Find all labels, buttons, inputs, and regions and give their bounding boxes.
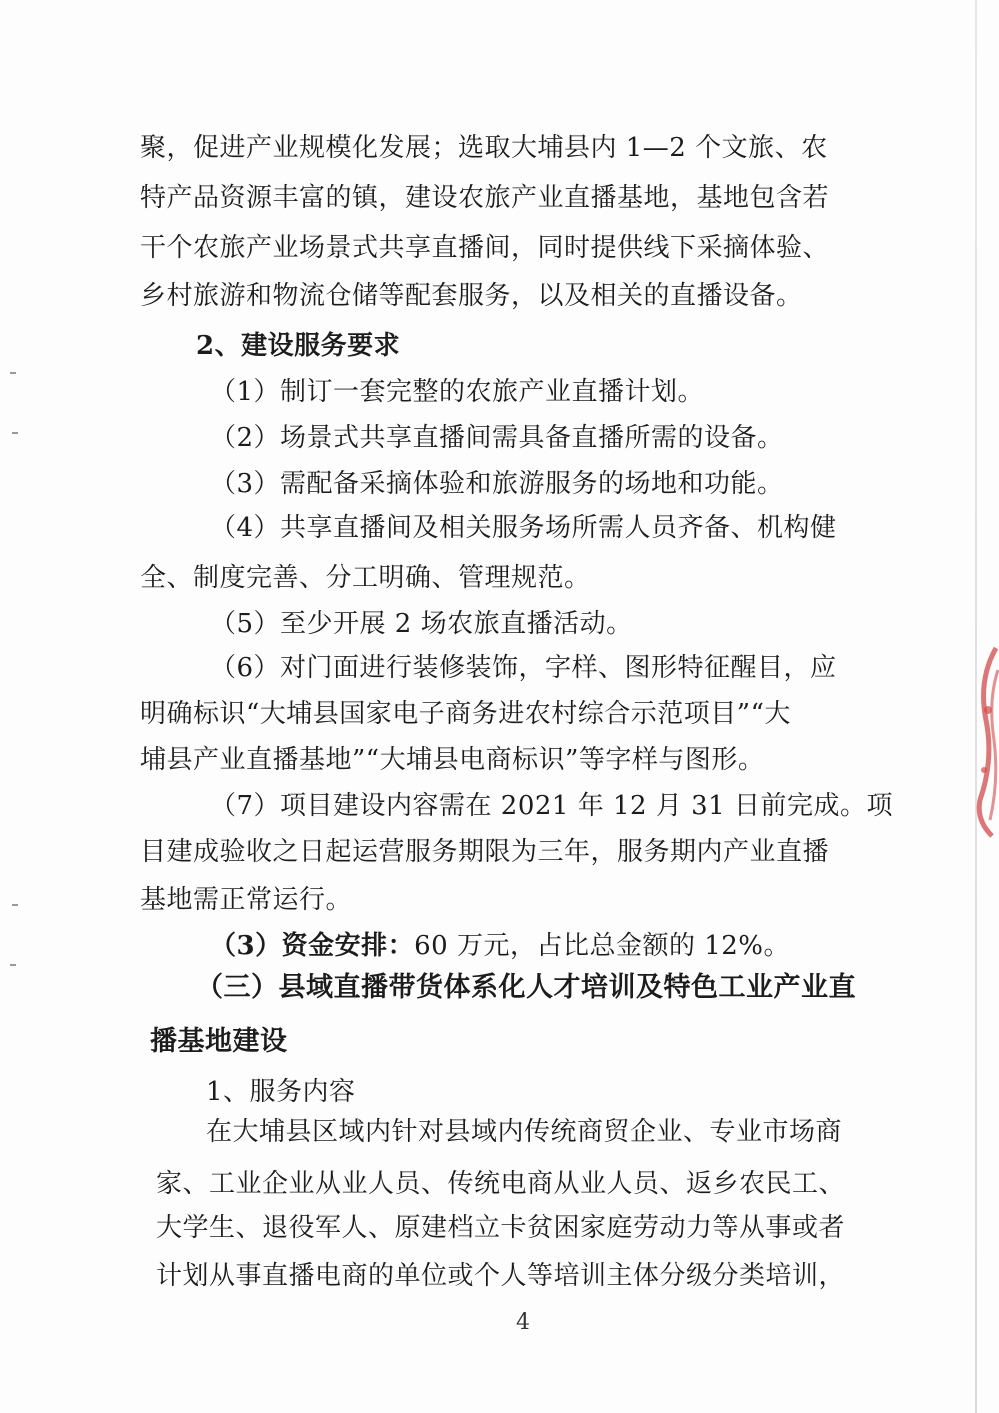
section-heading: 2、建设服务要求: [196, 331, 401, 361]
service-heading: 1、服务内容: [206, 1077, 356, 1107]
page-number: 4: [516, 1310, 530, 1335]
requirement-item: （6）对门面进行装修装饰，字样、图形特征醒目，应: [210, 653, 837, 683]
requirement-item: （2）场景式共享直播间需具备直播所需的设备。: [210, 423, 784, 453]
margin-mark: [12, 904, 18, 906]
margin-mark: [10, 964, 16, 966]
paragraph-line: 特产品资源丰富的镇，建设农旅产业直播基地，基地包含若: [140, 183, 830, 213]
requirement-item: 全、制度完善、分工明确、管理规范。: [140, 563, 591, 593]
service-line: 家、工业企业从业人员、传统电商从业人员、返乡农民工、: [156, 1169, 846, 1199]
paragraph-line: 干个农旅产业场景式共享直播间，同时提供线下采摘体验、: [140, 233, 830, 263]
requirement-item: （4）共享直播间及相关服务场所需人员齐备、机构健: [210, 513, 837, 543]
margin-mark: [12, 432, 18, 434]
funding-label: （3）资金安排：: [210, 931, 415, 961]
requirement-item: 明确标识“大埔县国家电子商务进农村综合示范项目”“大: [140, 699, 791, 729]
funding-line: [210, 926, 930, 966]
requirement-item: 埔县产业直播基地”“大埔县电商标识”等字样与图形。: [140, 745, 765, 775]
requirement-item: 目建成验收之日起运营服务期限为三年，服务期内产业直播: [140, 837, 830, 867]
paragraph-line: 乡村旅游和物流仓储等配套服务，以及相关的直播设备。: [140, 281, 803, 311]
service-line: 在大埔县区域内针对县域内传统商贸企业、专业市场商: [206, 1117, 843, 1147]
service-line: 计划从事直播电商的单位或个人等培训主体分级分类培训，: [156, 1261, 846, 1291]
margin-mark: [10, 372, 16, 374]
paragraph-line: 聚，促进产业规模化发展；选取大埔县内 1—2 个文旅、农: [140, 133, 828, 163]
section3-title: （三）县域直播带货体系化人才培训及特色工业产业直: [196, 972, 856, 1003]
service-line: 大学生、退役军人、原建档立卡贫困家庭劳动力等从事或者: [156, 1213, 846, 1243]
requirement-item: （1）制订一套完整的农旅产业直播计划。: [210, 377, 705, 407]
seal-stamp-fragment-icon: [968, 640, 999, 840]
requirement-item: （7）项目建设内容需在 2021 年 12 月 31 日前完成。项: [210, 791, 893, 821]
requirement-item: 基地需正常运行。: [140, 885, 353, 915]
section3-title-cont: 播基地建设: [150, 1026, 288, 1057]
requirement-item: （5）至少开展 2 场农旅直播活动。: [210, 609, 633, 639]
funding-text: 60 万元，占比总金额的 12%。: [414, 931, 790, 961]
requirement-item: （3）需配备采摘体验和旅游服务的场地和功能。: [210, 469, 784, 499]
